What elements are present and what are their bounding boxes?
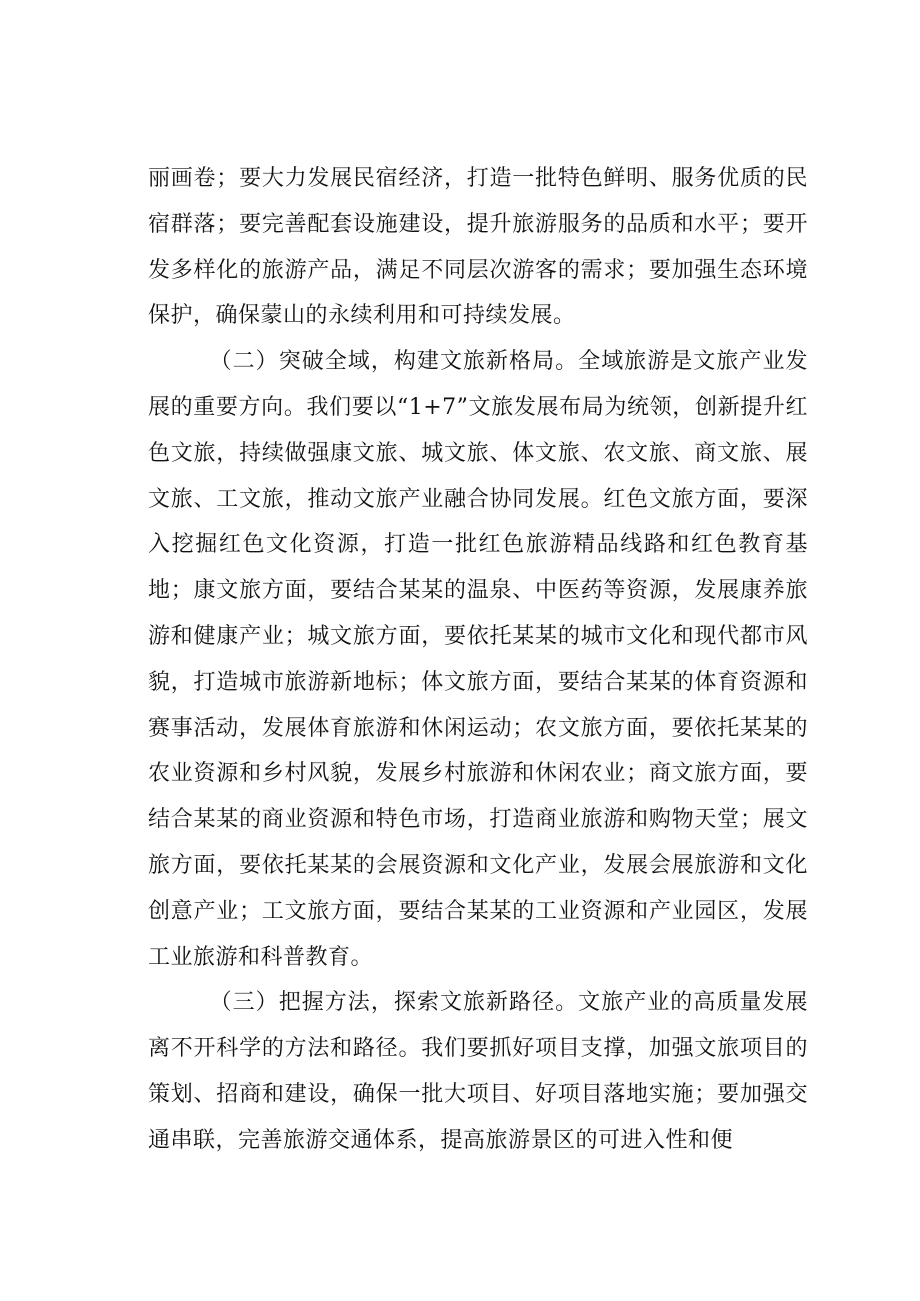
document-body xyxy=(148,156,808,1164)
paragraph-continuation: 丽画卷；要大力发展民宿经济，打造一批特色鲜明、服务优质的民宿群落；要完善配套设施建设，提升旅游服务的品质和水平；要开发多样化的旅游产品，满足不同层次游客的需求；要加强生态环境保护，确保蒙山的永续利用和可持续发展。 xyxy=(148,166,808,329)
paragraph-section-three: （三）把握方法，探索文旅新路径。文旅产业的高质量发展离不开科学的方法和路径。我们要抓好项目支撑，加强文旅项目的策划、招商和建设，确保一批大项目、好项目落地实施；要加强交通串联，完善旅游交通体系，提高旅游景区的可进入性和便 xyxy=(148,990,808,1153)
paragraph-section-two: （二）突破全域，构建文旅新格局。全域旅游是文旅产业发展的重要方向。我们要以“1+7”文旅发展布局为统领，创新提升红色文旅，持续做强康文旅、城文旅、体文旅、农文旅、商文旅、展文旅、工文旅，推动文旅产业融合协同发展。红色文旅方面，要深入挖掘红色文化资源，打造一批红色旅游精品线路和红色教育基地；康文旅方面，要结合某某的温泉、中医药等资源，发展康养旅游和健康产业；城文旅方面，要依托某某的城市文化和现代都市风貌，打造城市旅游新地标；体文旅方面，要结合某某的体育资源和赛事活动，发展体育旅游和休闲运动；农文旅方面，要依托某某的农业资源和乡村风貌，发展乡村旅游和休闲农业；商文旅方面，要结合某某的商业资源和特色市场，打造商业旅游和购物天堂；展文旅方面，要依托某某的会展资源和文化产业，发展会展旅游和文化创意产业；工文旅方面，要结合某某的工业资源和产业园区，发展工业旅游和科普教育。 xyxy=(148,349,808,970)
